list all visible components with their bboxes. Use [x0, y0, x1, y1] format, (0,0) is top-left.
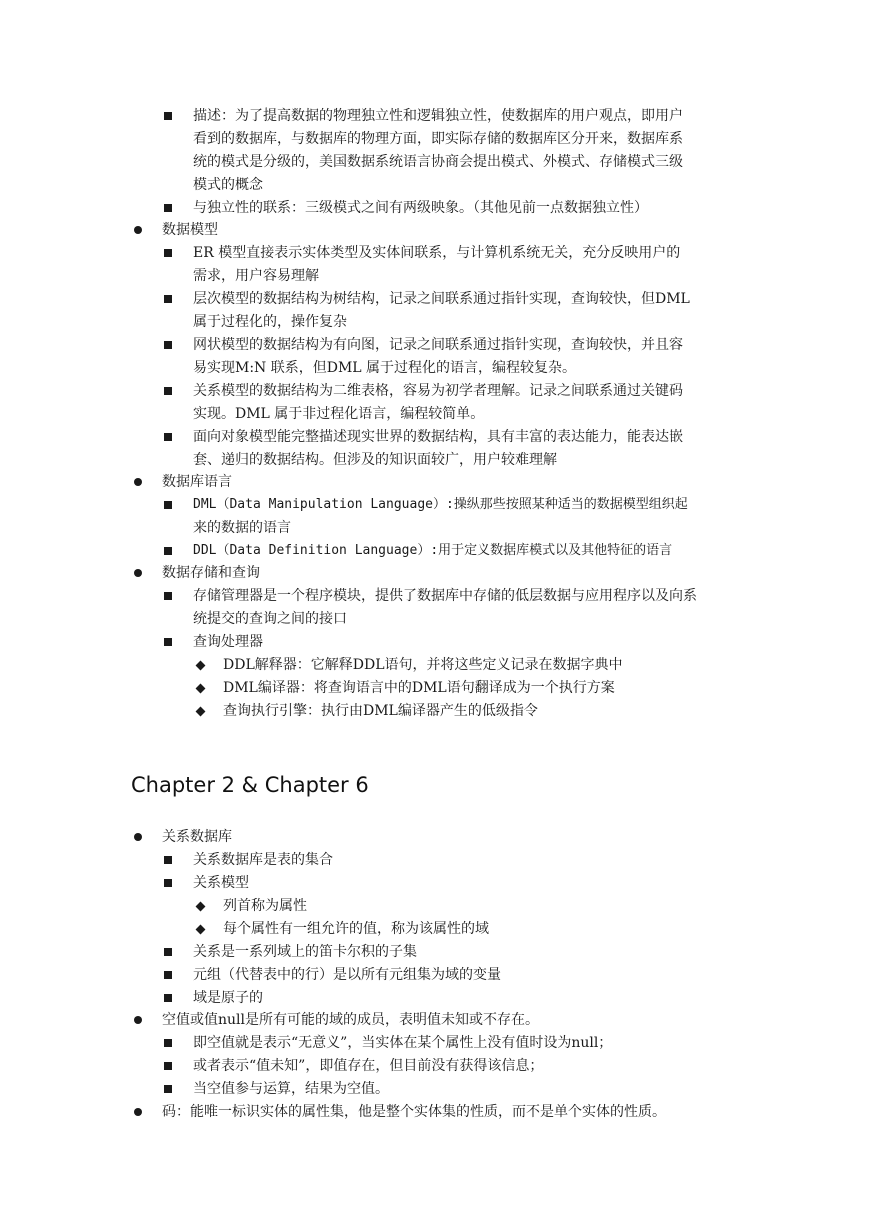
square-bullet-icon — [161, 242, 175, 264]
diamond-bullet-icon — [193, 700, 207, 722]
tuple-variable: 元组（代替表中的行）是以所有元组集为域的变量 — [193, 967, 501, 983]
dml-line-1: DML（Data Manipulation Language）:操纵那些按照某种适当的数据模型组织起 — [193, 497, 688, 512]
diamond-bullet-icon — [193, 918, 207, 940]
er-line-1: ER 模型直接表示实体类型及实体间联系，与计算机系统无关，充分反映用户的 — [193, 245, 681, 261]
manager-line-1: 存储管理器是一个程序模块，提供了数据库中存储的低层数据与应用程序以及向系 — [193, 588, 697, 604]
disc-bullet-icon — [131, 219, 145, 241]
er-line-2: 需求，用户容易理解 — [193, 268, 319, 284]
square-bullet-icon — [161, 941, 175, 963]
set-of-tables: 关系数据库是表的集合 — [193, 852, 333, 868]
square-bullet-icon — [161, 334, 175, 356]
desc-line-2: 看到的数据库，与数据库的物理方面，即实际存储的数据库区分开来，数据库系 — [193, 131, 683, 147]
relational-model: 关系模型 — [193, 875, 249, 891]
key-title: 码：能唯一标识实体的属性集，他是整个实体集的性质，而不是单个实体的性质。 — [162, 1104, 666, 1120]
rel-line-1: 关系模型的数据结构为二维表格，容易为初学者理解。记录之间联系通过关键码 — [193, 383, 683, 399]
square-bullet-icon — [161, 964, 175, 986]
ddl-line: DDL（Data Definition Language）:用于定义数据库模式以及其他特征的语言 — [193, 543, 673, 558]
square-bullet-icon — [161, 1032, 175, 1054]
disc-bullet-icon — [131, 1101, 145, 1123]
null-meaningless: 即空值就是表示“无意义”，当实体在某个属性上没有值时设为null； — [193, 1035, 613, 1051]
dml-line-2: 来的数据的语言 — [193, 520, 291, 536]
disc-bullet-icon — [131, 1009, 145, 1031]
square-bullet-icon — [161, 426, 175, 448]
oo-line-2: 套、递归的数据结构。但涉及的知识面较广，用户较难理解 — [193, 452, 557, 468]
relational-title: 关系数据库 — [162, 829, 232, 845]
disc-bullet-icon — [131, 826, 145, 848]
desc-line-1: 描述：为了提高数据的物理独立性和逻辑独立性，使数据库的用户观点，即用户 — [193, 108, 683, 124]
cartesian-subset: 关系是一系列域上的笛卡尔积的子集 — [193, 944, 417, 960]
disc-bullet-icon — [131, 562, 145, 584]
null-unknown: 或者表示“值未知”，即值存在，但目前没有获得该信息； — [193, 1058, 544, 1074]
rel-line-2: 实现。DML 属于非过程化语言，编程较简单。 — [193, 406, 485, 422]
square-bullet-icon — [161, 849, 175, 871]
disc-bullet-icon — [131, 471, 145, 493]
diamond-bullet-icon — [193, 654, 207, 676]
independence-text: 与独立性的联系：三级模式之间有两级映象。（其他见前一点数据独立性） — [193, 200, 648, 216]
domain-atomic: 域是原子的 — [193, 990, 263, 1006]
diamond-bullet-icon — [193, 895, 207, 917]
square-bullet-icon — [161, 494, 175, 516]
data-model-title: 数据模型 — [162, 222, 218, 238]
square-bullet-icon — [161, 197, 175, 219]
query-engine: 查询执行引擎：执行由DML编译器产生的低级指令 — [223, 703, 538, 719]
square-bullet-icon — [161, 540, 175, 562]
square-bullet-icon — [161, 987, 175, 1009]
square-bullet-icon — [161, 1055, 175, 1077]
desc-line-4: 模式的概念 — [193, 177, 263, 193]
hier-line-2: 属于过程化的，操作复杂 — [193, 314, 347, 330]
ddl-interpreter: DDL解释器：它解释DDL语句，并将这些定义记录在数据字典中 — [223, 657, 623, 673]
square-bullet-icon — [161, 585, 175, 607]
attribute-domain: 每个属性有一组允许的值，称为该属性的域 — [223, 921, 489, 937]
null-title: 空值或值null是所有可能的域的成员，表明值未知或不存在。 — [162, 1012, 539, 1028]
net-line-2: 易实现M:N 联系，但DML 属于过程化的语言，编程较复杂。 — [193, 360, 577, 376]
square-bullet-icon — [161, 105, 175, 127]
square-bullet-icon — [161, 1078, 175, 1100]
oo-line-1: 面向对象模型能完整描述现实世界的数据结构，具有丰富的表达能力，能表达嵌 — [193, 429, 683, 445]
chapter-heading: Chapter 2 & Chapter 6 — [131, 773, 369, 797]
storage-title: 数据存储和查询 — [162, 565, 260, 581]
db-lang-title: 数据库语言 — [162, 474, 232, 490]
square-bullet-icon — [161, 288, 175, 310]
square-bullet-icon — [161, 631, 175, 653]
hier-line-1: 层次模型的数据结构为树结构，记录之间联系通过指针实现，查询较快，但DML — [193, 291, 690, 307]
diamond-bullet-icon — [193, 677, 207, 699]
attribute-name: 列首称为属性 — [223, 898, 307, 914]
square-bullet-icon — [161, 872, 175, 894]
processor-label: 查询处理器 — [193, 634, 263, 650]
net-line-1: 网状模型的数据结构为有向图，记录之间联系通过指针实现，查询较快，并且容 — [193, 337, 683, 353]
null-arithmetic: 当空值参与运算，结果为空值。 — [193, 1081, 389, 1097]
desc-line-3: 统的模式是分级的，美国数据系统语言协商会提出模式、外模式、存储模式三级 — [193, 154, 683, 170]
square-bullet-icon — [161, 380, 175, 402]
dml-compiler: DML编译器：将查询语言中的DML语句翻译成为一个执行方案 — [223, 680, 615, 696]
manager-line-2: 统提交的查询之间的接口 — [193, 611, 347, 627]
